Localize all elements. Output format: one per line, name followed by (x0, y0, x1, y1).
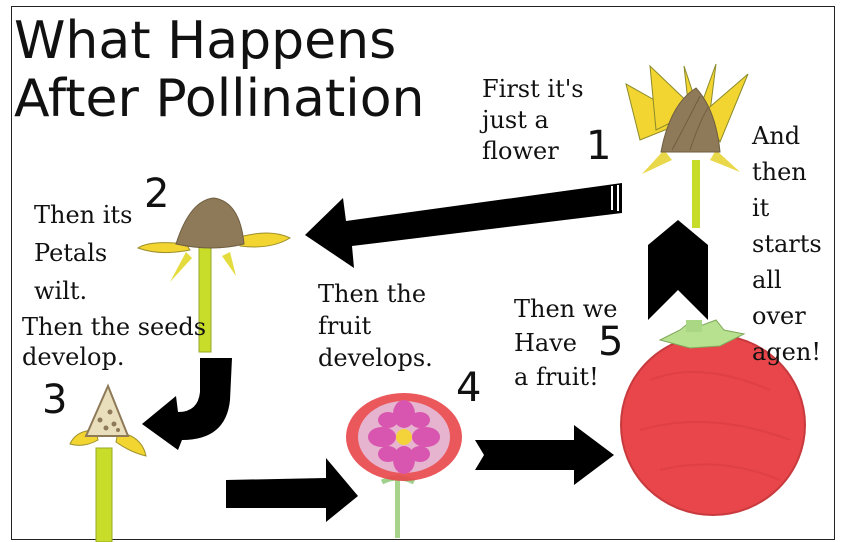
step-3-line-2: develop. (22, 343, 125, 371)
cycle-line-3: it (752, 194, 770, 222)
step-2-number: 2 (144, 171, 170, 217)
step-4-line-3: develops. (318, 344, 433, 372)
step-5-line-2: Have (514, 329, 577, 357)
step-1-line-3: flower (482, 137, 559, 165)
step-1-number: 1 (586, 123, 612, 169)
cycle-line-2: then (752, 158, 807, 186)
cycle-line-1: And (752, 122, 801, 150)
flower-stage-3 (70, 386, 146, 542)
cycle-note (752, 118, 822, 370)
step-2-line-2: Petals (34, 239, 108, 267)
step-5-number: 5 (598, 319, 624, 365)
step-1-caption (482, 74, 584, 167)
step-5-line-3: a fruit! (514, 363, 599, 391)
step-3-caption (22, 312, 206, 372)
arrow-1-to-2 (305, 183, 622, 268)
step-2-line-3: wilt. (34, 277, 88, 305)
step-3-line-1: Then the seeds (22, 313, 207, 341)
step-2-caption (34, 196, 132, 310)
arrow-5-to-1 (648, 220, 708, 320)
arrow-3-to-4 (226, 458, 358, 522)
step-2-line-1: Then its (34, 201, 133, 229)
fruit-stage-4 (346, 393, 462, 538)
cycle-line-7: agen! (752, 338, 821, 366)
cycle-line-5: all (752, 266, 782, 294)
step-3-number: 3 (42, 377, 68, 423)
step-4-line-1: Then the (318, 280, 427, 308)
arrow-4-to-5 (475, 425, 614, 485)
cycle-line-4: starts (752, 230, 822, 258)
title-line-2: After Pollination (14, 69, 425, 129)
step-1-line-1: First it's (482, 75, 584, 103)
step-4-caption (318, 278, 433, 374)
cycle-line-6: over (752, 302, 806, 330)
step-4-number: 4 (456, 365, 482, 411)
flower-stage-1 (626, 64, 748, 228)
title-line-1: What Happens (14, 11, 397, 71)
step-5-line-1: Then we (514, 295, 618, 323)
step-1-line-2: just a (482, 106, 549, 134)
step-4-line-2: fruit (318, 312, 372, 340)
